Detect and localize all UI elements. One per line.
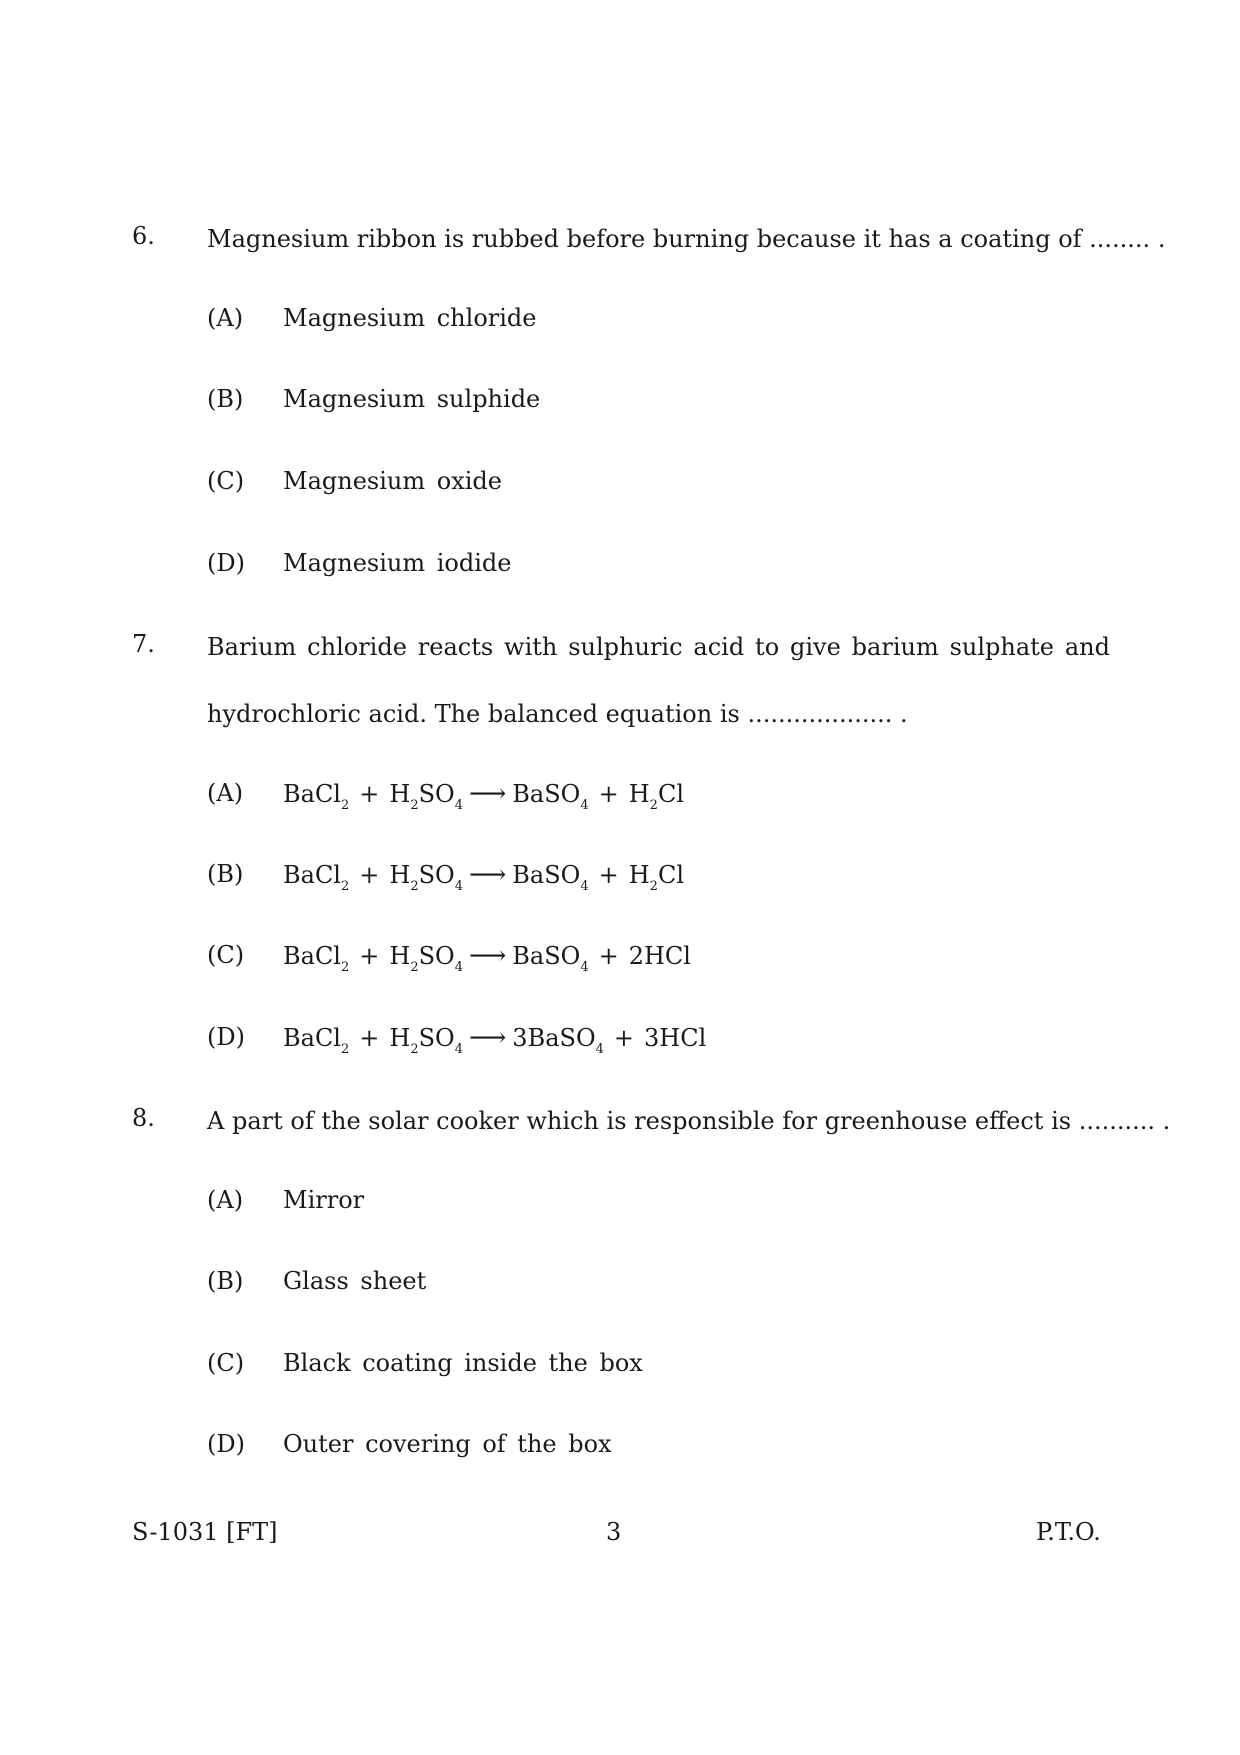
question-6-number: 6. bbox=[132, 222, 155, 250]
q8-option-c-text: Black coating inside the box bbox=[283, 1349, 643, 1377]
q7-option-b-equation: BaCl$_2$ + $H_2SO_4$ ⟶ BaSO$_4$ + $H_2Cl$ bbox=[283, 860, 684, 894]
q8-option-c-label: (C) bbox=[207, 1349, 245, 1377]
q8-option-a-text: Mirror bbox=[283, 1186, 365, 1214]
question-7-number: 7. bbox=[132, 630, 155, 658]
q6-option-d-label: (D) bbox=[207, 549, 245, 577]
q8-option-b-text: Glass sheet bbox=[283, 1267, 427, 1295]
question-8-text: A part of the solar cooker which is responsible for greenhouse effect is .......... . bbox=[207, 1107, 1171, 1135]
q6-option-c-label: (C) bbox=[207, 467, 245, 495]
question-6-text: Magnesium ribbon is rubbed before burning because it has a coating of ........ . bbox=[207, 225, 1166, 253]
paper-code: S-1031 [FT] bbox=[132, 1518, 278, 1546]
question-7-text-line-1: Barium chloride reacts with sulphuric acid to give barium sulphate and bbox=[207, 633, 1110, 661]
q8-option-d-text: Outer covering of the box bbox=[283, 1430, 612, 1458]
pto-note: P.T.O. bbox=[1036, 1518, 1101, 1546]
q6-option-b-label: (B) bbox=[207, 385, 244, 413]
q7-option-d-label: (D) bbox=[207, 1023, 245, 1051]
question-7-text-line-2: hydrochloric acid. The balanced equation is ................... . bbox=[207, 700, 908, 728]
q8-option-a-label: (A) bbox=[207, 1186, 244, 1214]
q7-option-c-label: (C) bbox=[207, 941, 245, 969]
q6-option-a-label: (A) bbox=[207, 304, 244, 332]
q7-option-a-label: (A) bbox=[207, 779, 244, 807]
q8-option-d-label: (D) bbox=[207, 1430, 245, 1458]
q7-option-d-equation: BaCl$_2$ + $H_2SO_4$ ⟶ 3BaSO$_4$ + 3HCl bbox=[283, 1023, 707, 1057]
q8-option-b-label: (B) bbox=[207, 1267, 244, 1295]
q6-option-c-text: Magnesium oxide bbox=[283, 467, 502, 495]
q6-option-a-text: Magnesium chloride bbox=[283, 304, 537, 332]
question-8-number: 8. bbox=[132, 1104, 155, 1132]
q7-option-a-equation: BaCl$_2$ + $H_2SO_4$ ⟶ BaSO$_4$ + $H_2Cl$ bbox=[283, 779, 684, 813]
q6-option-d-text: Magnesium iodide bbox=[283, 549, 512, 577]
page-number: 3 bbox=[606, 1518, 622, 1546]
q6-option-b-text: Magnesium sulphide bbox=[283, 385, 541, 413]
q7-option-c-equation: BaCl$_2$ + $H_2SO_4$ ⟶ BaSO$_4$ + 2HCl bbox=[283, 941, 691, 975]
q7-option-b-label: (B) bbox=[207, 860, 244, 888]
